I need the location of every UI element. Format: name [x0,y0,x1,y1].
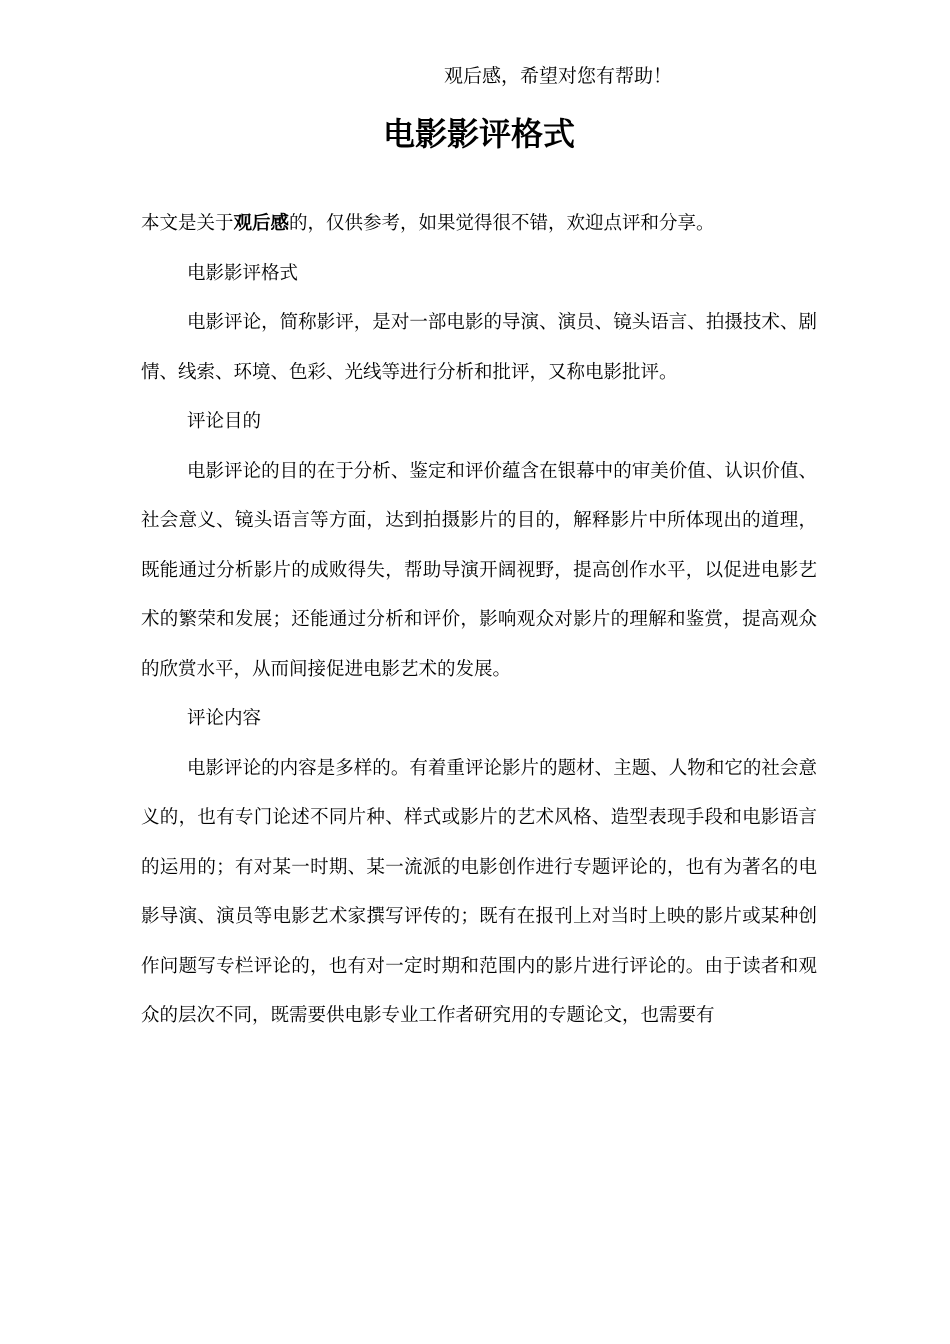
page-title: 电影影评格式 [382,115,575,153]
header-note: 观后感，希望对您有帮助！ [444,65,673,87]
intro-text-before: 本文是关于 [141,213,234,234]
section-heading-format: 电影影评格式 [187,262,299,284]
intro-paragraph [141,199,817,249]
paragraph-purpose: 电影评论的目的在于分析、鉴定和评价蕴含在银幕中的审美价值、认识价值、社会意义、镜头语言等方面，达到拍摄影片的目的，解释影片中所体现出的道理，既能通过分析影片的成败得失，帮助导演开阔视野，提高创作水平，以促进电影艺术的繁荣和发展；还能通过分析和评价，影响观众对影片的理解和鉴赏，提高观众的欣赏水平，从而间接促进电影艺术的发展。 [141,460,817,680]
section-heading-purpose: 评论目的 [187,411,262,432]
paragraph-definition: 电影评论，简称影评，是对一部电影的导演、演员、镜头语言、拍摄技术、剧情、线索、环境、色彩、光线等进行分析和批评，又称电影批评。 [141,312,817,383]
paragraph-content: 电影评论的内容是多样的。有着重评论影片的题材、主题、人物和它的社会意义的，也有专门论述不同片种、样式或影片的艺术风格、造型表现手段和电影语言的运用的；有对某一时期、某一流派的电影创作进行专题评论的，也有为著名的电影导演、演员等电影艺术家撰写评传的；既有在报刊上对当时上映的影片或某种创作问题写专栏评论的，也有对一定时期和范围内的影片进行评论的。由于读者和观众的层次不同，既需要供电影专业工作者研究用的专题论文，也需要有 [141,757,817,1026]
document-body [141,199,817,1041]
section-heading-content: 评论内容 [187,708,262,729]
intro-keyword: 观后感 [233,213,290,234]
intro-text-after: 的，仅供参考，如果觉得很不错，欢迎点评和分享。 [289,213,715,234]
